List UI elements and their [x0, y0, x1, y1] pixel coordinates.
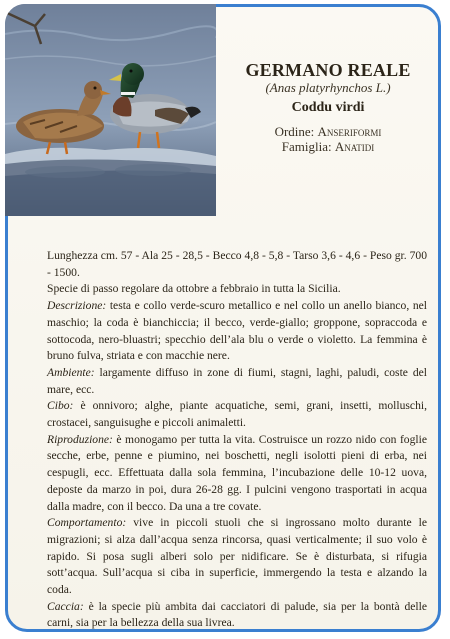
- family-label: Famiglia:: [281, 139, 332, 154]
- family-value: Anatidi: [334, 139, 375, 154]
- behaviour-paragraph: [47, 515, 427, 599]
- hunting-label: Caccia:: [47, 599, 84, 613]
- order-line: [216, 124, 440, 139]
- hunting-text: è la specie più ambita dai cacciatori di palude, sia per la bontà delle carni, sia per la bellezza della sua livrea.: [47, 599, 427, 630]
- measures-paragraph: Lunghezza cm. 57 - Ala 25 - 28,5 - Becco 4,8 - 5,8 - Tarso 3,6 - 4,6 - Peso gr. 700 - 1500.: [47, 249, 427, 279]
- scientific-name: (Anas platyrhynchos L.): [265, 80, 391, 95]
- species-description: [47, 248, 427, 632]
- species-header: [216, 60, 440, 154]
- food-label: Cibo:: [47, 399, 74, 413]
- food-text: è onnivoro; alghe, piante acquatiche, semi, grani, insetti, molluschi, crostacei, sanguisughe e piccoli animaletti.: [47, 399, 427, 430]
- description-text: testa e collo verde-scuro metallico e nel collo un anello bianco, nel maschio; la coda è bianchiccia; il becco, verde-giallo; groppone, sopraccoda e sottocoda, nero-bluastri; specchio dell’ala blu o verde o violetto. La femmina è bruno fulva, striata e con macchie nere.: [47, 299, 427, 363]
- habitat-label: Ambiente:: [47, 365, 95, 379]
- presence-paragraph: Specie di passo regolare da ottobre a febbraio in tutta la Sicilia.: [47, 282, 341, 296]
- behaviour-label: Comportamento:: [47, 516, 127, 530]
- hunting-paragraph: [47, 599, 427, 632]
- habitat-paragraph: [47, 365, 427, 398]
- description-label: Descrizione:: [47, 299, 107, 313]
- habitat-text: largamente diffuso in zone di fiumi, stagni, laghi, paludi, coste del mare, ecc.: [47, 365, 427, 396]
- dialect-name: Coddu virdi: [291, 100, 365, 115]
- reproduction-text: è monogamo per tutta la vita. Costruisce un rozzo nido con foglie secche, erbe, penne e piumino, nei boschetti, negli isolotti pieni di erba, nei cespugli, ecc. Effettuata dalla sola femmina, l’incubazione delle 10-12 uova, deposte da marzo in poi, dura 26-28 gg. I pulcini vengono trasportati in acqua dalla madre, con il becco. Da una a tre covate.: [47, 432, 427, 513]
- order-label: Ordine:: [274, 124, 315, 139]
- mallard-illustration: [5, 4, 216, 216]
- food-paragraph: [47, 398, 427, 431]
- description-paragraph: [47, 298, 427, 365]
- reproduction-label: Riproduzione:: [47, 432, 113, 446]
- mallard-pair-photo: [5, 4, 216, 216]
- family-line: [216, 139, 440, 154]
- species-title: GERMANO REALE: [245, 60, 411, 80]
- order-value: Anseriformi: [317, 124, 382, 139]
- reproduction-paragraph: [47, 432, 427, 516]
- behaviour-text: vive in piccoli stuoli che si ingrossano molto durante le migrazioni; si alza dall’acqua senza rincorsa, quasi verticalmente; il suo volo è rapido. Si posa sugli alberi solo per nidificare. Se è disturbata, si rifugia sott’acqua. Sull’acqua si ciba in superficie, immergendo la testa e alzando la coda.: [47, 516, 427, 597]
